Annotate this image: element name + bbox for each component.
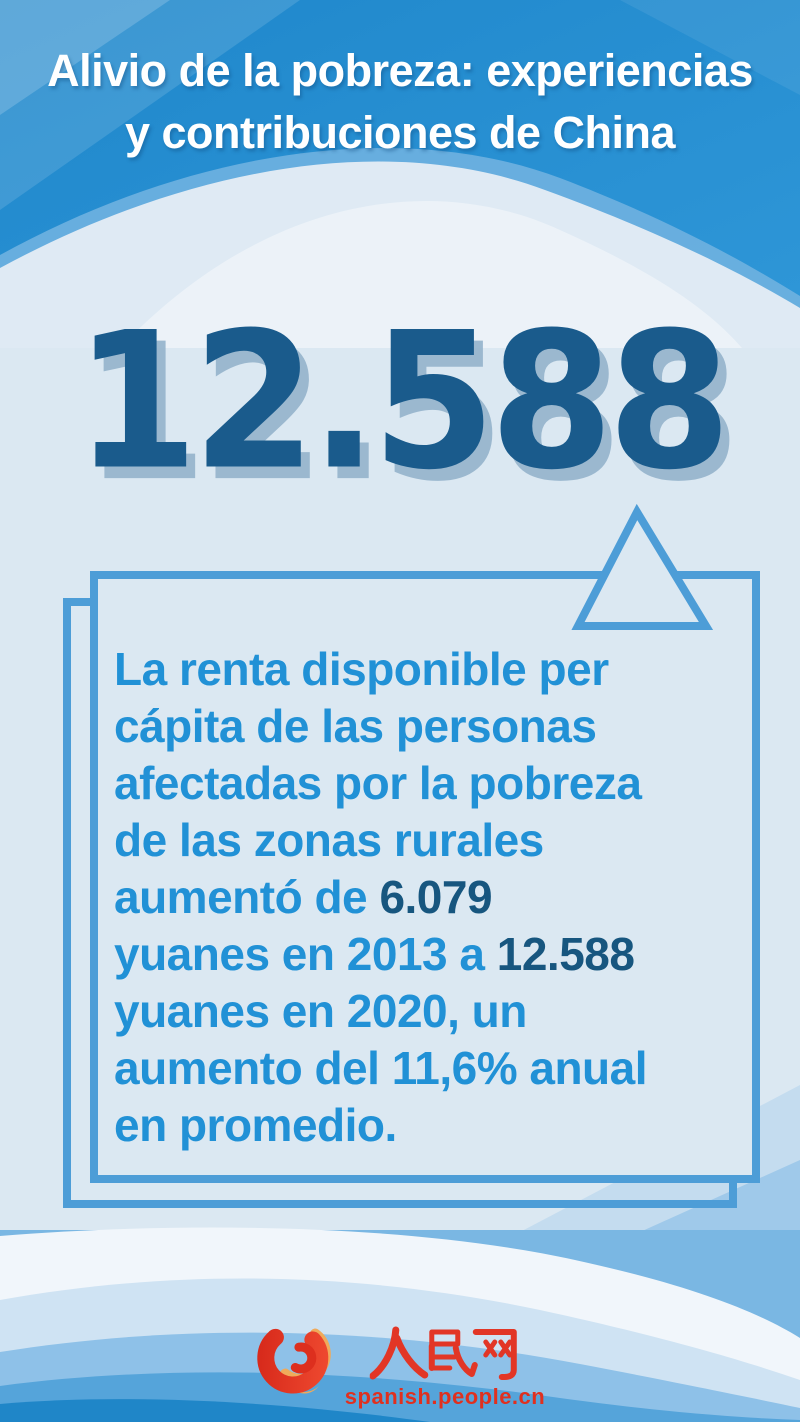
callout-pointer-triangle-icon: [566, 500, 716, 634]
callout-text-segment-strong: 6.079: [379, 871, 493, 923]
brand-url: spanish.people.cn: [344, 1384, 546, 1409]
callout-text-segment-normal: yuanes en 2013 a: [114, 928, 497, 980]
footer-brand: [255, 1316, 545, 1410]
callout-box: [90, 571, 760, 1183]
people-daily-globe-icon: [255, 1316, 339, 1408]
title-line-1: Alivio de la pobreza: experiencias: [47, 45, 753, 96]
callout-text-segment-normal: La renta disponible per cápita de las personas afectadas por la pobreza de las zonas rurales aumentó de: [114, 643, 642, 923]
headline-number: 12.588: [74, 291, 726, 512]
title-line-2: y contribuciones de China: [124, 107, 676, 158]
callout-text-segment-normal: yuanes en 2020, un aumento del 11,6% anual en promedio.: [114, 985, 648, 1151]
renminwang-logotype: [370, 1324, 520, 1382]
callout-text: [114, 641, 652, 1154]
callout-text-segment-strong: 12.588: [496, 928, 635, 980]
page-title: [0, 40, 800, 164]
